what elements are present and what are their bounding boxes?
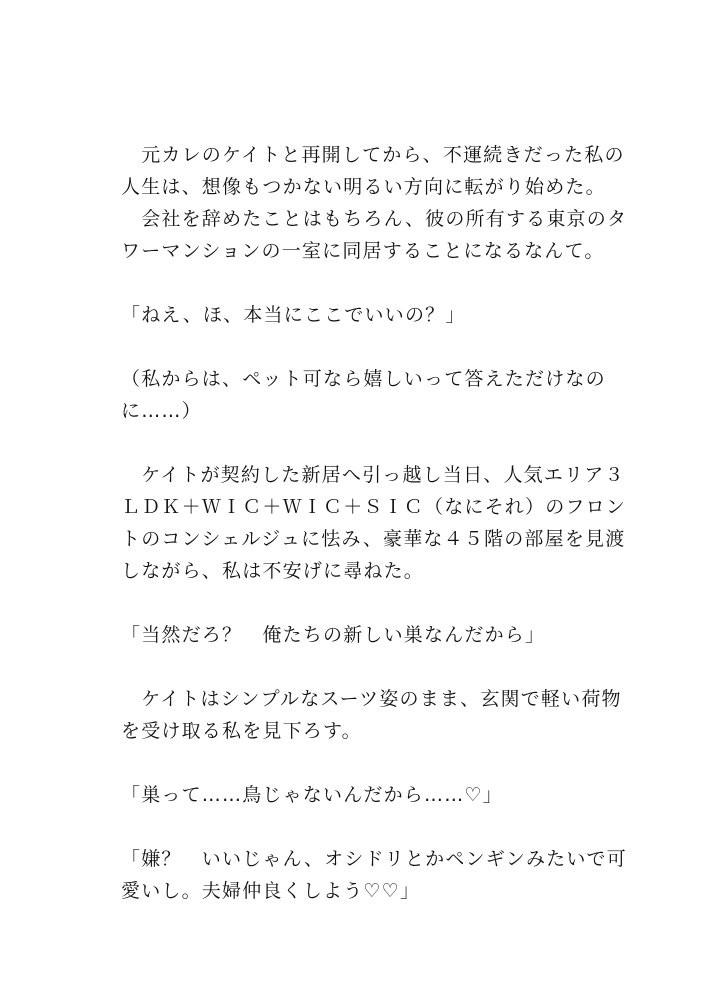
text-line: 「当然だろ？ 俺たちの新しい巣なんだから」 (121, 624, 546, 646)
text-line: を受け取る私を見下ろす。 (121, 720, 362, 742)
paragraph-spacer (121, 747, 611, 779)
text-line: しながら、私は不安げに尋ねた。 (121, 560, 425, 582)
paragraph-spacer (121, 587, 611, 619)
text-line: 会社を辞めたことはもちろん、彼の所有する東京のタ (121, 208, 628, 230)
text-line: 「ねえ、ほ、本当にここでいいの？」 (121, 304, 466, 326)
paragraph-spacer (121, 331, 611, 363)
text-line: に……） (121, 400, 202, 422)
text-line: ケイトはシンプルなスーツ姿のまま、玄関で軽い荷物 (121, 688, 622, 710)
text-line: ＬＤＫ＋ＷＩＣ＋ＷＩＣ＋ＳＩＣ（なにそれ）のフロン (121, 496, 627, 518)
narration-paragraph (121, 139, 628, 267)
text-line: ケイトが契約した新居へ引っ越し当日、人気エリア３ (121, 464, 625, 486)
dialogue-paragraph (121, 619, 611, 651)
dialogue-paragraph (121, 779, 611, 811)
text-line: ワーマンションの一室に同居することになるなんて。 (121, 240, 605, 262)
paragraph-spacer (121, 651, 611, 683)
text-line: 「嫌？ いいじゃん、オシドリとかペンギンみたいで可 (121, 848, 627, 870)
dialogue-paragraph (121, 843, 627, 907)
paragraph-spacer (121, 811, 611, 843)
dialogue-paragraph (121, 299, 611, 331)
body-text (121, 139, 628, 907)
paragraph-spacer (121, 427, 611, 459)
thought-paragraph (121, 363, 611, 427)
narration-paragraph (121, 459, 627, 587)
paragraph-spacer (121, 267, 611, 299)
text-line: 「巣って……鳥じゃないんだから……♡」 (121, 784, 503, 806)
text-line: 愛いし。夫婦仲良くしよう♡♡」 (121, 880, 421, 902)
narration-paragraph (121, 683, 622, 747)
text-line: トのコンシェルジュに怯み、豪華な４５階の部屋を見渡 (121, 528, 626, 550)
text-line: 元カレのケイトと再開してから、不運続きだった私の (121, 144, 625, 166)
text-line: 人生は、想像もつかない明るい方向に転がり始めた。 (121, 176, 606, 198)
text-line: （私からは、ペット可なら嬉しいって答えただけなの (121, 368, 606, 390)
